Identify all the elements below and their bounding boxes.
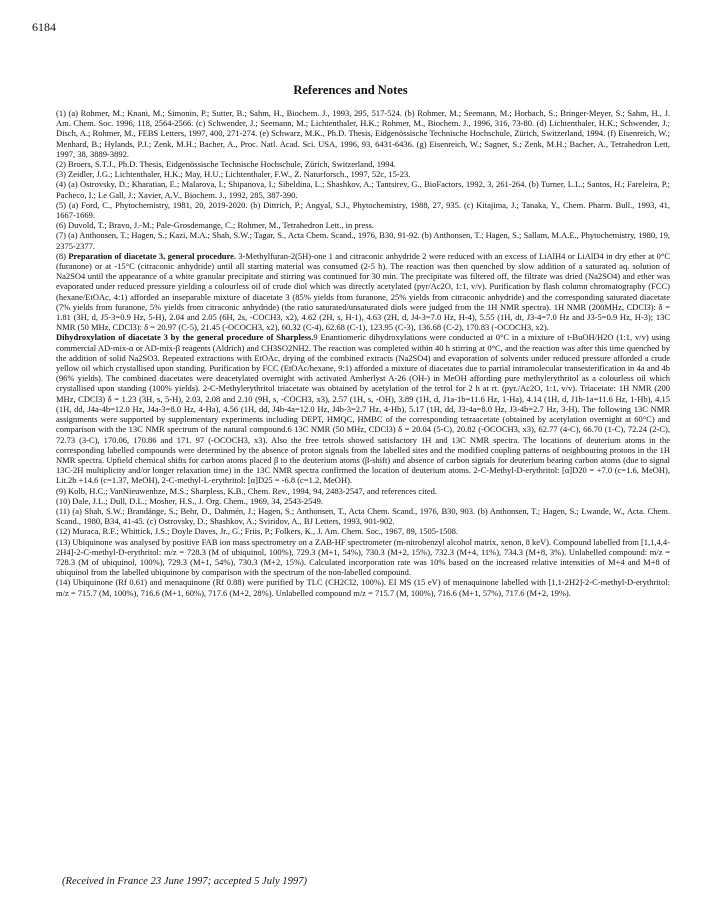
- reference-8-number: (8): [56, 250, 69, 261]
- reference-10: (10) Dale, J.L.; Dull, D.L.; Mosher, H.S., J. Org. Chem., 1969, 34, 2543-2549.: [56, 495, 323, 506]
- reference-8-body: 3-Methylfuran-2(5H)-one 1 and citraconic anhydride 2 were reduced with an excess of LiAlH4 or LiAlD4 in dry ether at 0°C (furanone) or at -15°C (citraconic anhydride) until all starting material was consumed (2-5 h). The reaction was then quenched by slow addition of a saturated aq. solution of Na2SO4 until the appearance of a white granular precipitate and stirring was continued for 30 min. The precipitate was filtered off, the filtrate was dried (Na2SO4) and ether was evaporated under reduced pressure yielding a colourless oil of crude diol which was directly acetylated (pyr/Ac2O, 1:1, v/v). Purification by flash column chromatography (FCC) (hexane/EtOAc, 4:1) afforded an inseparable mixture of diacetate 3 (85% yields from furanone, 25% yields from citraconic anhydride) and the corresponding saturated diacetate (7% yields from furanone, 5% yields from citraconic anhydride) (the ratio saturated/unsaturated diols were judged from the 1H NMR spectra). 1H NMR (200MHz, CDCl3): δ = 1.81 (3H, d, J5-3=0.9 Hz, 5-H), 2.04 and 2.05 (6H, 2s, -COCH3, x2), 4.62 (2H, s, H-1), 4.63 (2H, d, J4-3=7.0 Hz, H-4), 5.55 (1H, dt, J3-4=7.0 Hz and J3-5=0.9 Hz, H-3); 13C NMR (50 MHz, CDCl3): δ = 20.97 (C-5), 21.45 (-OCOCH3, x2), 60.32 (C-4), 62.68 (C-1), 123.95 (C-3), 136.68 (C-2), 170.83 (-OCOCH3, x2).: [56, 250, 670, 333]
- reference-8: [56, 251, 670, 333]
- page-number: 6184: [32, 20, 56, 34]
- reference-11: (11) (a) Shah, S.W.; Brandänge, S.; Behr, D., Dahmén, J.; Hagen, S.; Anthonsen, T., Acta Chem. Scand., 1976, B30, 903. (b) Anthonsen, T.; Hagen, S.; Lwande, W., Acta. Chem. Scand., 1980, B34, 41-45. (c) Ostrovsky, D.; Shashkov, A.; Sviridov, A., BJ Letters, 1993, 901-902.: [56, 505, 670, 527]
- reference-7: (7) (a) Anthonsen, T.; Hagen, S.; Kazi, M.A.; Shah, S.W.; Tagar, S., Acta Chem. Scand., 1976, B30, 91-92. (b) Anthonsen, T.; Hagen, S.; Sallam, M.A.E., Phytochemistry, 1980, 19, 2375-2377.: [56, 230, 670, 251]
- dihydroxylation-title: Dihydroxylation of diacetate 3 by the general procedure of Sharpless.: [56, 332, 314, 343]
- reference-5: (5) (a) Ford, C., Phytochemistry, 1981, 20, 2019-2020. (b) Dittrich, P.; Angyal, S.J., Phytochemistry, 1988, 27, 935. (c) Kitajima, J.; Tanaka, Y., Chem. Pharm. Bull., 1993, 41, 1667-1669.: [56, 199, 670, 221]
- reference-8-title: Preparation of diacetate 3, general procedure.: [68, 250, 237, 261]
- references-heading: References and Notes: [293, 83, 408, 97]
- reference-2: (2) Broers, S.T.J., Ph.D. Thesis, Eidgenössische Technische Hochschule, Zürich, Switzerland, 1994.: [56, 159, 396, 170]
- received-date: (Received in France 23 June 1997; accepted 5 July 1997): [62, 876, 308, 887]
- reference-13: (13) Ubiquinone was analysed by positive FAB ion mass spectrometry on a ZAB-HF spectrometer (m-nitrobenzyl alcohol matrix, xenon, 8 keV). Compound labelled from [1,1,4,4-2H4]-2-C-methyl-D-erythritol: m/z = 728.3 (M of ubiquinol, 100%), 729.3 (M+1, 54%), 730.3 (M+2, 15%), 732.3 (M+4, 11%), 734.3 (M+8, 3%). Unlabelled compound: m/z = 728.3 (M of ubiquinol, 100%), 729.3 (M+1, 54%), 730.3 (M+2, 15%). Calculated incorporation rate was 10% based on the increased relative intensities of M+4 and M+8 of ubiquinol from the labelled ubiquinone by comparison with the spectrum of the non-labelled compound.: [56, 536, 670, 578]
- reference-8-dihydroxylation: [56, 332, 670, 485]
- reference-14: (14) Ubiquinone (Rf 0.61) and menaquinone (Rf 0.88) were purified by TLC (CH2Cl2, 100%). EI MS (15 eV) of menaquinone labelled with [1,1-2H2]-2-C-methyl-D-erythritol: m/z = 715.7 (M, 100%), 716.6 (M+1, 60%), 717.6 (M+2, 28%). Unlabelled compound m/z = 715.7 (M, 100%), 716.6 (M+1, 57%), 717.6 (M+2, 19%).: [56, 577, 670, 598]
- references-list: [56, 108, 670, 598]
- reference-9: (9) Kolb, H.C.; VanNieuwenhze, M.S.; Sharpless, K.B., Chem. Rev., 1994, 94, 2483-2547, and references cited.: [56, 485, 438, 496]
- reference-4: (4) (a) Ostrovsky, D.; Kharatian, E.; Malarova, I.; Shipanova, I.; Sibeldina, L.; Shashkov, A.; Tantsirev, G., BioFactors, 1992, 3, 261-264. (b) Turner, L.L.; Santos, H.; Fareleira, P.; Pacheco, I.; Le Gall, J.; Xavier, A.V., Biochem. J., 1992, 285, 387-390.: [56, 179, 670, 200]
- reference-1: (1) (a) Rohmer, M.; Knani, M.; Simonin, P.; Sutter, B.; Sahm, H., Biochem. J., 1993, 295, 517-524. (b) Rohmer, M.; Seemann, M.; Horbach, S.; Bringer-Meyer, S.; Sahm, H., J. Am. Chem. Soc. 1996, 118, 2564-2566. (c) Schwender, J.; Seemann, M.; Lichtenthaler, H.K.; Rohmer, M., Biochem. J., 1996, 316, 73-80. (d) Lichtenthaler, H.K.; Schwender, J.; Disch, A.; Rohmer, M., FEBS Letters, 1997, 400, 271-274. (e) Schwarz, M.K., Ph.D. Thesis, Eidgenössische Technische Hochschule, Zürich, Switzerland, 1994. (f) Eisenreich, W.; Menhard, B.; Hylands, P.J.; Zenk, M.H.; Bacher, A., Proc. Natl. Acad. Sci. USA, 1996, 93, 6431-6436. (g) Eisenreich, W.; Sagner, S.; Zenk, M.H.; Bacher, A., Tetrahedron Lett, 1997, 38, 3889-3892.: [56, 108, 670, 159]
- reference-3: (3) Zeidler, J.G.; Lichtenthaler, H.K.; May, H.U.; Lichtenthaler, F.W., Z. Naturforsch., 1997, 52c, 15-23.: [56, 169, 411, 180]
- reference-12: (12) Muraca, R.F.; Whittick, J.S.; Doyle Daves, Jr., G.; Friis, P.; Folkers, K., J. Am. Chem. Soc., 1967, 89, 1505-1508.: [56, 526, 458, 537]
- reference-6: (6) Duvold, T.; Bravo, J.-M.; Pale-Grosdemange, C.; Rohmer, M., Tetrahedron Lett., in press.: [56, 220, 374, 231]
- dihydroxylation-body: 9 Enantiomeric dihydroxylations were conducted at 0°C in a mixture of t-BuOH/H2O (1:1, v/v) using commercial AD-mix-α or AD-mix-β reagents (Aldrich) and CH3SO2NH2. The reaction was completed within 40 h stirring at 0°C, and the reaction was after this time quenched by the addition of solid Na2SO3. Repeated extractions with EtOAc, drying of the combined extracts (Na2SO4) and evaporation of solvents under reduced pressure afforded a crude yellow oil which crystallised upon standing. Purification by FCC (EtOAc/hexane, 9:1) afforded a mixture of diacetates due to partial intramolecular transesterification in 4a and 4b (96% yields). The combined diacetates were deacetylated overnight with activated Amberlyst A-26 (OH-) in MeOH affording pure methylerythritol as a colourless oil which crystallised upon standing (100% yields). 2-C-Methylerythritol triacetate was obtained by acetylation of the tetrol for 2 h at rt. (pyr./Ac2O, 1:1, v/v). Triacetate: 1H NMR (200 MHz, CDCl3) δ = 1.23 (3H, s, 5-H), 2.03, 2.08 and 2.10 (9H, s, -COCH3, x3), 2.57 (1H, s, -OH), 3.89 (1H, d, J1a-1b=11.6 Hz, 1-Ha), 4.14 (1H, d, J1b-1a=11.6 Hz, 1-Hb), 4.15 (1H, dd, J4a-4b=12.0 Hz, J4a-3=8.0 Hz, 4-Ha), 4.56 (1H, dd, J4b-4a=12.0 Hz, J4b-3=2.7 Hz, 4-Hb), 5.17 (1H, dd, J3-4a=8.0 Hz, J3-4b=2.7 Hz, 3-H). The following 13C NMR assignments were supported by supplementary experiments including DEPT, HMQC, HMBC of the corresponding tetraacetate (obtained by acetylation overnight at 60°C) and comparison with the 13C NMR spectrum of the natural compound.6 13C NMR (50 MHz, CDCl3) δ = 20.04 (5-C), 20.82 (-OCOCH3, x3), 62.77 (4-C), 66.70 (1-C), 72.24 (2-C), 72.73 (3-C), 170.06, 170.86 and 171. 97 (-OCOCH3, x3). Also the free tetrols showed satisfactory 1H and 13C NMR spectra. The locations of deuterium atoms in the corresponding labelled compounds were determined by the absence of proton signals from the labelled sites and the modified coupling patterns of neighbouring protons in the 1H NMR spectra. Upfield chemical shifts for carbon atoms placed β to the deuterium atoms (β-shift) and absence of carbon signals for deuterium bearing carbon atoms (due to signal 13C-2H multiplicity and/or longer relaxation time) in the 13C NMR spectra confirmed the location of deuterium atoms. 2-C-Methyl-D-erythritol: [α]D20 = +7.0 (c=1.6, MeOH), Lit.2b +14.6 (c=1.37, MeOH), 2-C-methyl-L-erythritol: [α]D25 = -6.8 (c=1.2, MeOH).: [56, 332, 670, 486]
